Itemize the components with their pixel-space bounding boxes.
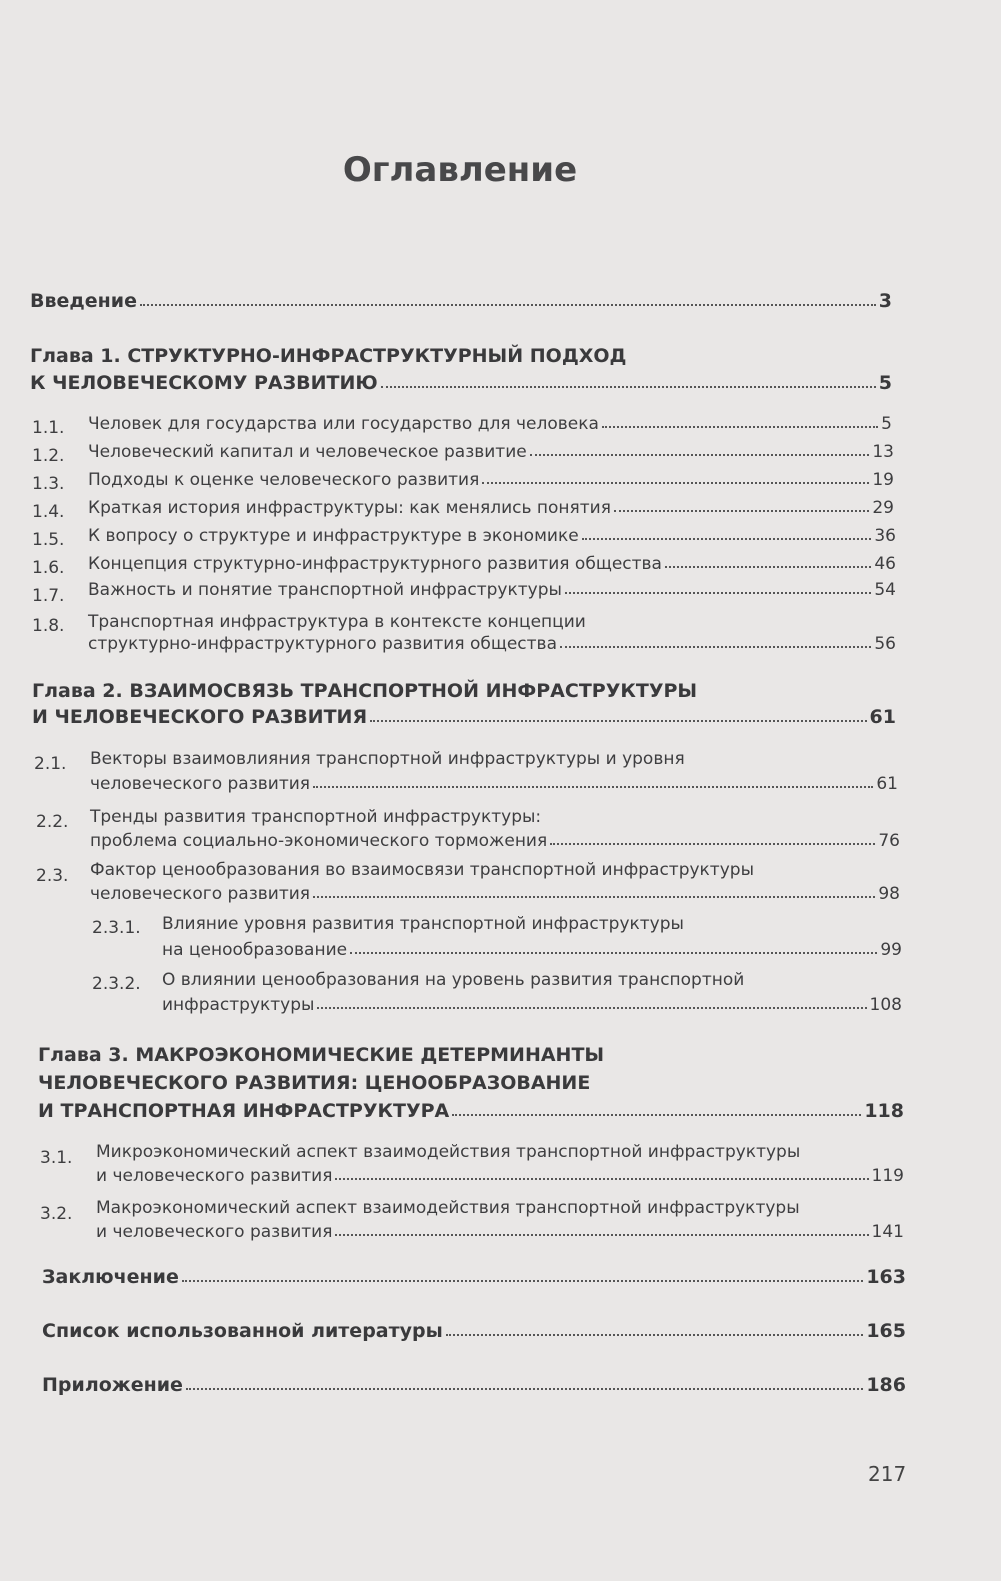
leader-dots — [182, 1280, 863, 1282]
toc-entry-section — [96, 1222, 904, 1242]
section-number: 2.2. — [36, 812, 69, 832]
toc-page-number: 76 — [878, 831, 900, 851]
toc-entry-section — [90, 884, 900, 904]
toc-entry-references — [42, 1320, 906, 1342]
subsection-number: 2.3.1. — [92, 918, 141, 938]
chapter-2-title-line1: Глава 2. ВЗАИМОСВЯЗЬ ТРАНСПОРТНОЙ ИНФРАСТРУКТУРЫ — [32, 680, 698, 702]
toc-page-number: 141 — [871, 1222, 904, 1242]
toc-page-number: 118 — [864, 1100, 904, 1122]
section-number: 1.2. — [32, 446, 65, 466]
page-title: Оглавление — [342, 150, 578, 190]
toc-page-number: 3 — [878, 290, 892, 312]
toc-entry-section — [90, 831, 900, 851]
toc-entry-appendix — [42, 1374, 906, 1396]
leader-dots — [582, 538, 872, 540]
leader-dots — [452, 1114, 861, 1116]
section-number: 1.8. — [32, 616, 65, 636]
leader-dots — [313, 896, 875, 898]
section-title: и человеческого развития — [96, 1166, 333, 1186]
leader-dots — [665, 566, 871, 568]
toc-page-number: 186 — [866, 1374, 906, 1396]
toc-entry-section — [88, 554, 896, 574]
chapter-1-title-line1: Глава 1. СТРУКТУРНО-ИНФРАСТРУКТУРНЫЙ ПОДХОД — [30, 345, 627, 367]
section-title-line1: Микроэкономический аспект взаимодействия транспортной инфраструктуры — [96, 1142, 801, 1162]
leader-dots — [317, 1007, 866, 1009]
section-number: 1.7. — [32, 586, 65, 606]
section-title: Концепция структурно-инфраструктурного развития общества — [88, 554, 662, 574]
section-number: 1.3. — [32, 474, 65, 494]
leader-dots — [186, 1388, 863, 1390]
toc-entry-section — [90, 774, 898, 794]
toc-page-number: 36 — [874, 526, 896, 546]
chapter-3-title-line3: И ТРАНСПОРТНАЯ ИНФРАСТРУКТУРА — [38, 1100, 450, 1122]
toc-entry-subsection — [162, 940, 902, 960]
toc-entry-subsection — [162, 995, 902, 1015]
toc-page-number: 5 — [881, 414, 892, 434]
toc-entry-label: Заключение — [42, 1266, 179, 1288]
section-title: структурно-инфраструктурного развития общества — [88, 634, 557, 654]
section-title: Краткая история инфраструктуры: как менялись понятия — [88, 498, 611, 518]
section-number: 1.6. — [32, 558, 65, 578]
chapter-1-title-line2: К ЧЕЛОВЕЧЕСКОМУ РАЗВИТИЮ — [30, 372, 378, 394]
section-title: Подходы к оценке человеческого развития — [88, 470, 480, 490]
toc-entry-label: Введение — [30, 290, 137, 312]
section-title: Человеческий капитал и человеческое развитие — [88, 442, 527, 462]
subsection-title-line1: Влияние уровня развития транспортной инфраструктуры — [162, 914, 684, 934]
toc-page-number: 119 — [871, 1166, 904, 1186]
toc-page-number: 19 — [872, 470, 894, 490]
section-title-line1: Макроэкономический аспект взаимодействия транспортной инфраструктуры — [96, 1198, 800, 1218]
leader-dots — [482, 482, 869, 484]
section-title: Важность и понятие транспортной инфраструктуры — [88, 580, 562, 600]
toc-entry-label: Список использованной литературы — [42, 1320, 443, 1342]
toc-entry-intro — [30, 290, 892, 312]
toc-page-number: 61 — [869, 706, 896, 728]
subsection-title-line1: О влиянии ценообразования на уровень развития транспортной — [162, 970, 745, 990]
section-title: К вопросу о структуре и инфраструктуре в экономике — [88, 526, 579, 546]
section-number: 1.4. — [32, 502, 65, 522]
leader-dots — [381, 386, 876, 388]
leader-dots — [370, 720, 866, 722]
toc-entry-section — [88, 580, 896, 600]
section-number: 1.5. — [32, 530, 65, 550]
toc-page-number: 29 — [872, 498, 894, 518]
section-title: человеческого развития — [90, 774, 310, 794]
chapter-2-title-line2: И ЧЕЛОВЕЧЕСКОГО РАЗВИТИЯ — [32, 706, 368, 728]
leader-dots — [614, 510, 869, 512]
toc-entry-section — [96, 1166, 904, 1186]
leader-dots — [313, 786, 873, 788]
section-number: 2.3. — [36, 866, 69, 886]
leader-dots — [335, 1178, 868, 1180]
leader-dots — [446, 1334, 864, 1336]
section-title: Человек для государства или государство для человека — [88, 414, 599, 434]
toc-page-number: 46 — [874, 554, 896, 574]
subsection-title: на ценообразование — [162, 940, 348, 960]
chapter-3-title-line1: Глава 3. МАКРОЭКОНОМИЧЕСКИЕ ДЕТЕРМИНАНТЫ — [38, 1044, 605, 1066]
toc-entry-chapter-1 — [30, 372, 892, 394]
toc-page-number: 13 — [872, 442, 894, 462]
chapter-3-title-line2: ЧЕЛОВЕЧЕСКОГО РАЗВИТИЯ: ЦЕНООБРАЗОВАНИЕ — [38, 1072, 591, 1094]
subsection-number: 2.3.2. — [92, 974, 141, 994]
section-title-line1: Векторы взаимовлияния транспортной инфраструктуры и уровня — [90, 749, 685, 769]
leader-dots — [602, 426, 878, 428]
section-number: 3.2. — [40, 1204, 73, 1224]
toc-entry-section — [88, 442, 894, 462]
leader-dots — [140, 304, 876, 306]
toc-page-number: 56 — [874, 634, 896, 654]
section-title-line1: Фактор ценообразования во взаимосвязи транспортной инфраструктуры — [90, 860, 754, 880]
section-number: 2.1. — [34, 754, 67, 774]
leader-dots — [560, 646, 871, 648]
toc-page-number: 61 — [876, 774, 898, 794]
toc-entry-label: Приложение — [42, 1374, 183, 1396]
toc-page-number: 99 — [880, 940, 902, 960]
section-number: 1.1. — [32, 418, 65, 438]
leader-dots — [530, 454, 870, 456]
section-title: проблема социально-экономического торможения — [90, 831, 548, 851]
section-title: и человеческого развития — [96, 1222, 333, 1242]
toc-page-number: 163 — [866, 1266, 906, 1288]
section-title: человеческого развития — [90, 884, 310, 904]
subsection-title: инфраструктуры — [162, 995, 315, 1015]
section-number: 3.1. — [40, 1148, 73, 1168]
toc-entry-section — [88, 526, 896, 546]
toc-page-number: 98 — [878, 884, 900, 904]
toc-entry-chapter-2 — [32, 706, 896, 728]
toc-page-number: 5 — [878, 372, 892, 394]
toc-entry-section — [88, 498, 894, 518]
leader-dots — [550, 843, 875, 845]
leader-dots — [335, 1234, 868, 1236]
leader-dots — [565, 592, 871, 594]
toc-entry-section — [88, 634, 896, 654]
section-title-line1: Тренды развития транспортной инфраструктуры: — [90, 807, 542, 827]
toc-entry-section — [88, 414, 892, 434]
toc-page-number: 165 — [866, 1320, 906, 1342]
toc-page-number: 54 — [874, 580, 896, 600]
section-title-line1: Транспортная инфраструктура в контексте концепции — [88, 612, 586, 632]
toc-entry-section — [88, 470, 894, 490]
toc-entry-chapter-3 — [38, 1100, 904, 1122]
leader-dots — [350, 952, 877, 954]
toc-page-number: 108 — [869, 995, 902, 1015]
page-number: 217 — [868, 1462, 907, 1486]
toc-entry-conclusion — [42, 1266, 906, 1288]
